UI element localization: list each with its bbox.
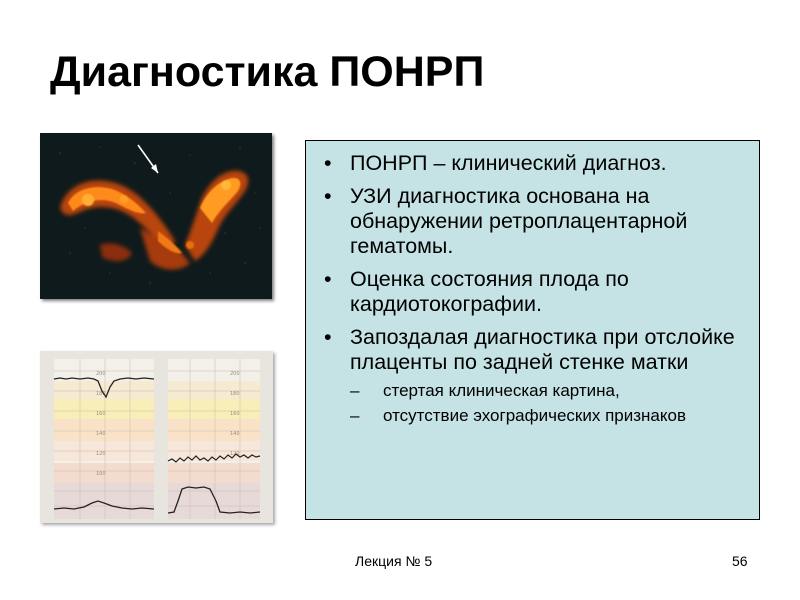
svg-text:160: 160	[230, 411, 240, 417]
ultrasound-image	[40, 133, 272, 299]
sub-bullet-text: стертая клиническая картина,	[383, 381, 620, 400]
bullet-marker: •	[324, 184, 332, 208]
svg-text:100: 100	[96, 471, 106, 477]
content-textbox	[305, 140, 760, 520]
sub-bullet-list	[350, 381, 745, 426]
svg-text:200: 200	[96, 371, 106, 377]
svg-text:160: 160	[96, 411, 106, 417]
bullet-marker: •	[324, 267, 332, 291]
sub-bullet-item	[350, 406, 745, 426]
bullet-list	[320, 151, 745, 426]
cardiotocography-trace-image	[40, 351, 273, 523]
bullet-text: УЗИ диагностика основана на обнаружении ретроплацентарной гематомы.	[350, 184, 688, 258]
bullet-item	[320, 267, 745, 317]
svg-text:120: 120	[96, 451, 106, 457]
svg-text:140: 140	[230, 431, 240, 437]
bullet-text: ПОНРП – клинический диагноз.	[350, 151, 667, 175]
sub-bullet-marker: –	[350, 381, 360, 400]
slide-page-number: 56	[732, 553, 748, 569]
footer-lecture-label: Лекция № 5	[355, 553, 433, 569]
bullet-text: Оценка состояния плода по кардиотокографии.	[350, 267, 629, 316]
bullet-item	[320, 184, 745, 259]
svg-text:180: 180	[230, 391, 240, 397]
svg-text:120: 120	[230, 451, 240, 457]
svg-text:200: 200	[230, 371, 240, 377]
sub-bullet-text: отсутствие эхографических признаков	[383, 406, 686, 425]
slide-title: Диагностика ПОНРП	[50, 48, 485, 96]
sub-bullet-marker: –	[350, 406, 360, 425]
bullet-marker: •	[324, 325, 332, 349]
bullet-item	[320, 151, 745, 176]
svg-text:140: 140	[96, 431, 106, 437]
sub-bullet-item	[350, 381, 745, 401]
bullet-marker: •	[324, 151, 332, 175]
bullet-item	[320, 325, 745, 426]
svg-text:180: 180	[96, 391, 106, 397]
bullet-text: Запоздалая диагностика при отслойке плаценты по задней стенке матки	[350, 325, 735, 374]
